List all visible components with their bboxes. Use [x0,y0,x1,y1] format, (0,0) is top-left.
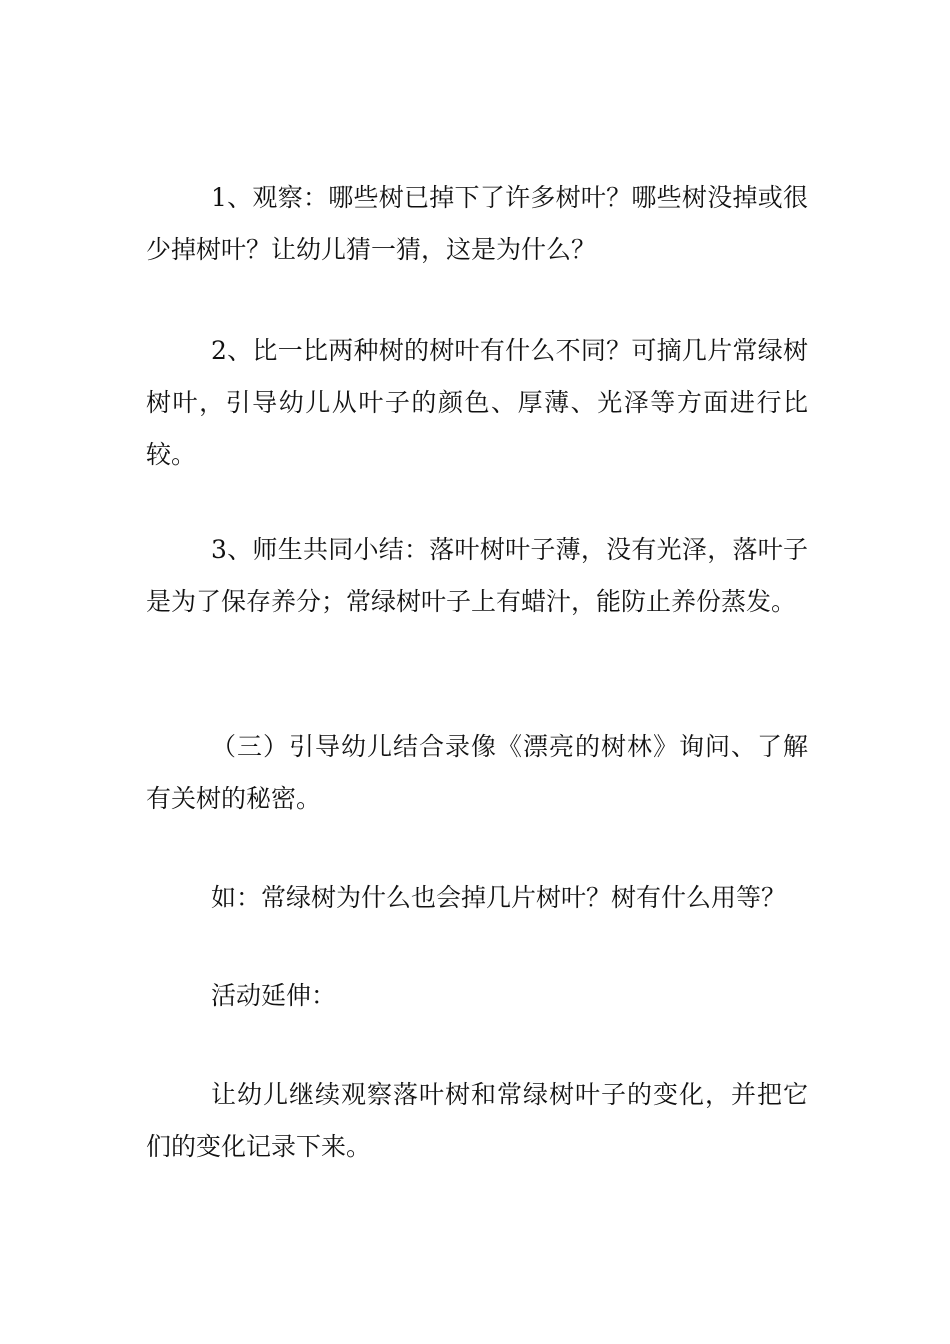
paragraph-summary: 3、师生共同小结：落叶树叶子薄，没有光泽，落叶子是为了保存养分；常绿树叶子上有蜡汁，能防止养份蒸发。 [146,535,808,616]
paragraph-compare: 2、比一比两种树的树叶有什么不同？可摘几片常绿树树叶，引导幼儿从叶子的颜色、厚薄、光泽等方面进行比较。 [146,336,808,469]
paragraph-video-guide: （三）引导幼儿结合录像《漂亮的树林》询问、了解有关树的秘密。 [146,732,808,813]
paragraph-activity-extension-heading: 活动延伸： [211,981,337,1010]
paragraph-activity-extension: 让幼儿继续观察落叶树和常绿树叶子的变化，并把它们的变化记录下来。 [146,1080,808,1161]
paragraph-example-question: 如：常绿树为什么也会掉几片树叶？树有什么用等？ [211,883,787,912]
paragraph-observe: 1、观察：哪些树已掉下了许多树叶？哪些树没掉或很少掉树叶？让幼儿猜一猜，这是为什么？ [146,183,808,264]
